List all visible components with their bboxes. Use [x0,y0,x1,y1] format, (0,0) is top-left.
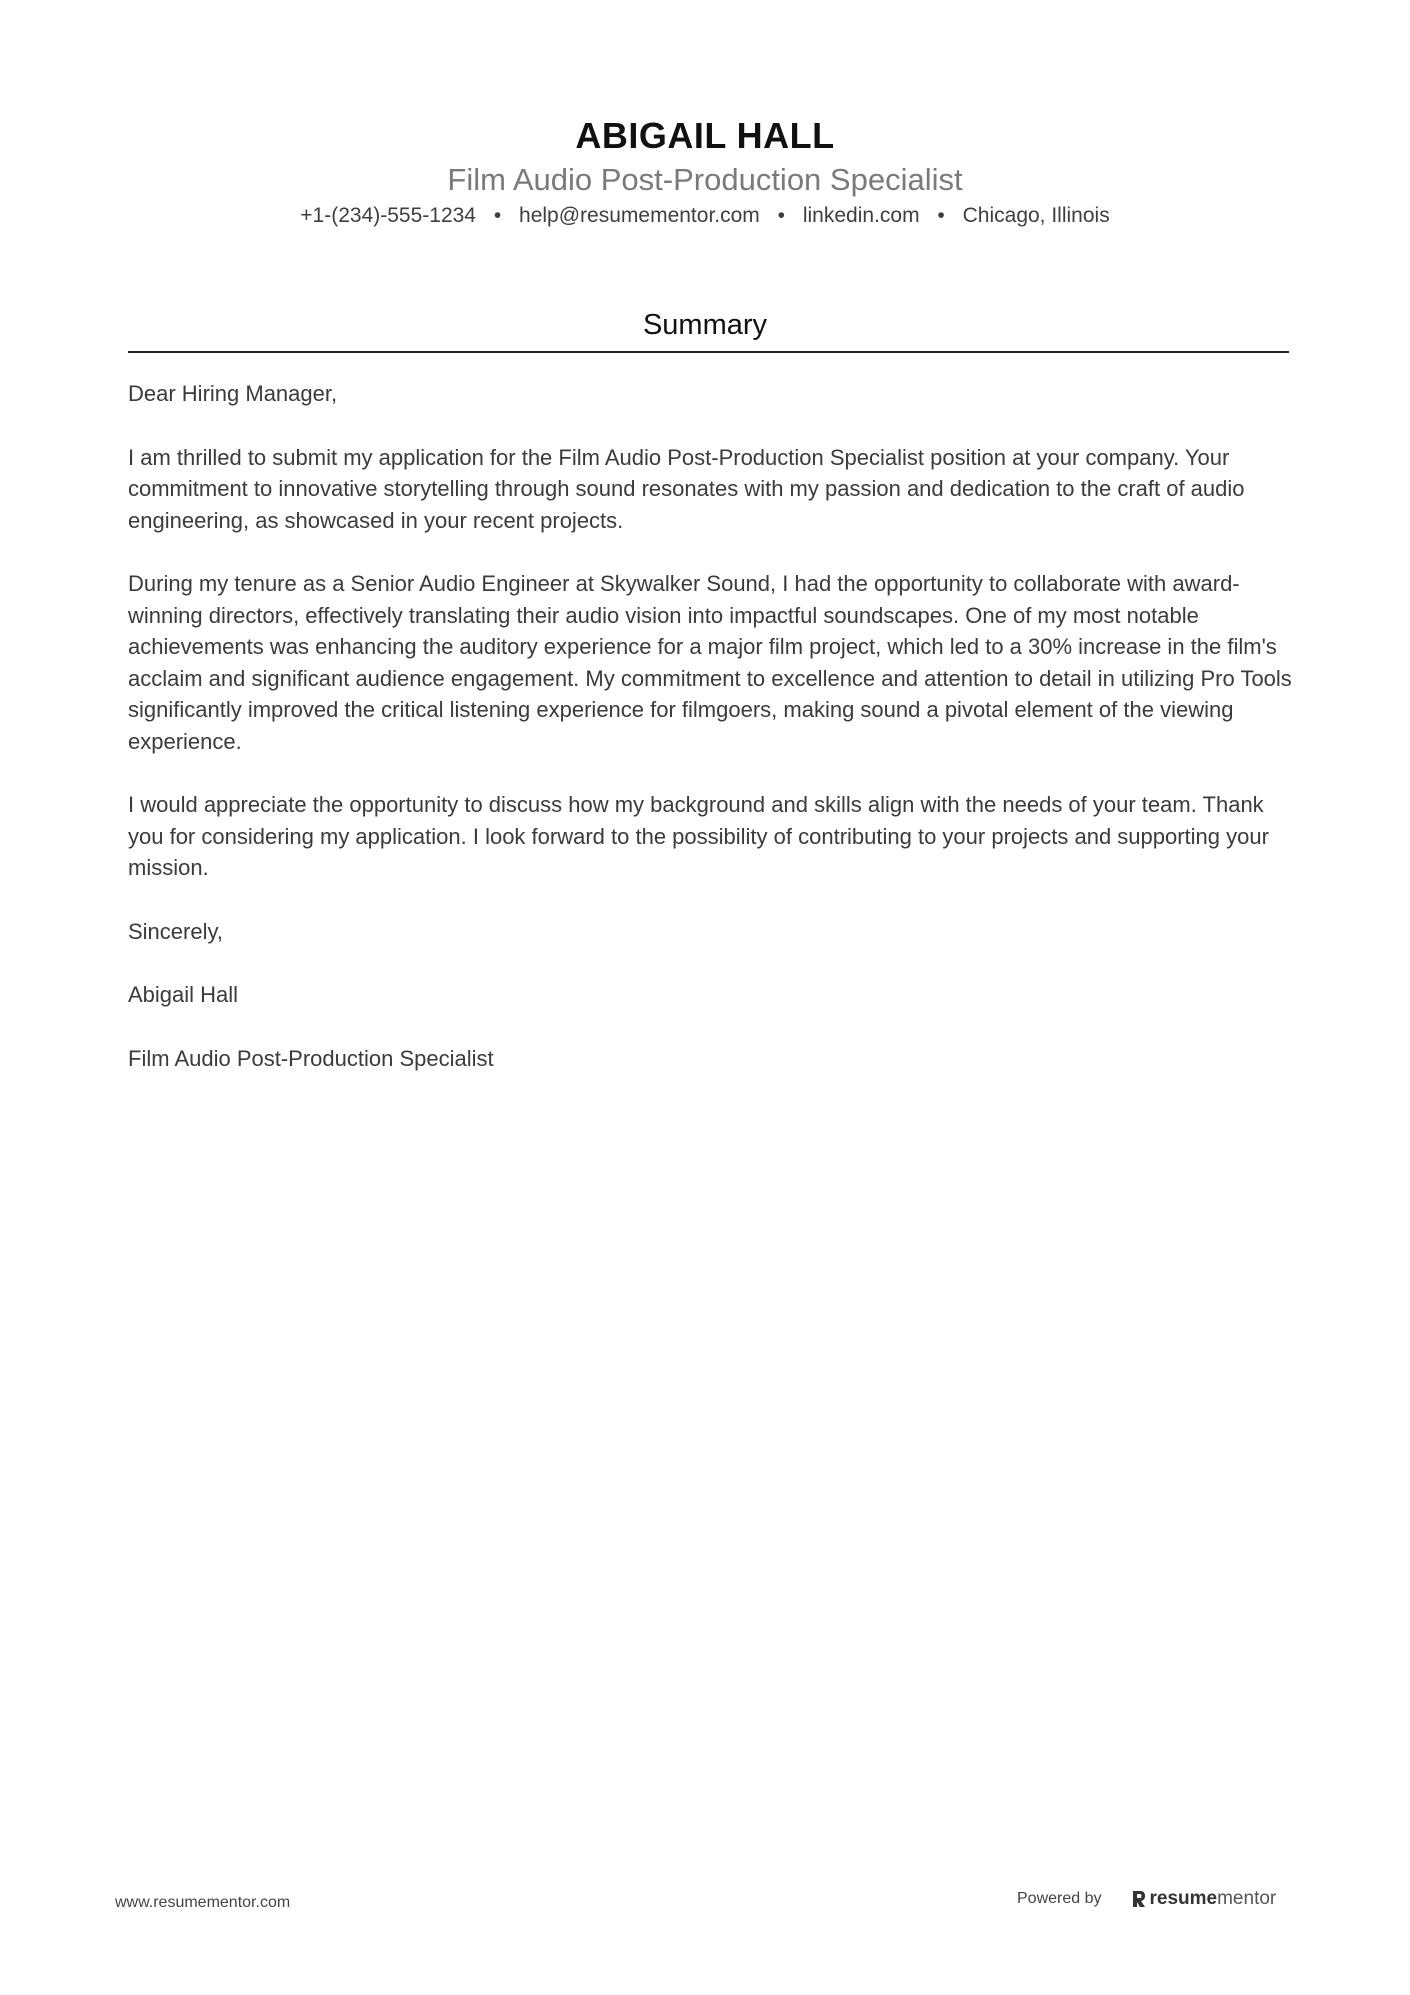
powered-by-label: Powered by [1017,1890,1102,1907]
footer-website[interactable]: www.resumementor.com [115,1894,291,1911]
contact-separator: • [493,204,502,227]
letter-paragraph: I am thrilled to submit my application for the Film Audio Post-Production Specialist position at your company. Your commitment to innovative storytelling through sound resonates with my passion and dedication to the craft of audio engineering, as showcased in your recent projects. [128,444,1245,533]
contact-location: Chicago, Illinois [962,204,1110,227]
applicant-name: ABIGAIL HALL [575,115,835,156]
header [0,112,1410,230]
signature-name: Abigail Hall [128,982,239,1007]
signature-title: Film Audio Post-Production Specialist [128,1045,494,1071]
resumementor-logo-icon [1132,1889,1146,1909]
brand-logo[interactable] [1132,1888,1277,1910]
contact-line [0,202,1410,230]
contact-phone: +1-(234)-555-1234 [300,204,476,227]
letter-paragraph: I would appreciate the opportunity to discuss how my background and skills align with the needs of your team. Thank you for considering my application. I look forward to the possibility of contributing to your projects and supporting your mission. [128,792,1269,880]
brand-name-part1: resume [1149,1888,1218,1909]
contact-linkedin[interactable]: linkedin.com [802,204,920,227]
section-divider [128,351,1289,353]
letter-body [128,378,1293,1106]
letter-greeting: Dear Hiring Manager, [128,381,338,406]
footer-branding [1017,1888,1276,1910]
section-title-summary: Summary [642,309,768,341]
letter-closing: Sincerely, [128,918,223,944]
brand-name-part2: mentor [1217,1888,1277,1909]
applicant-title: Film Audio Post-Production Specialist [447,162,963,197]
contact-separator: • [777,204,785,227]
letter-paragraph: During my tenure as a Senior Audio Engineer at Skywalker Sound, I had the opportunity to collaborate with award-winning directors, effectively translating their audio vision into impactful soundscapes. One of my most notable achievements was enhancing the auditory experience for a major film project, which led to a 30% increase in the film's acclaim and significant audience engagement. My commitment to excellence and attention to detail in utilizing Pro Tools significantly improved the critical listening experience for filmgoers, making sound a pivotal element of the viewing experience. [128,571,1292,754]
contact-email[interactable]: help@resumementor.com [519,204,760,227]
contact-separator: • [937,204,945,227]
